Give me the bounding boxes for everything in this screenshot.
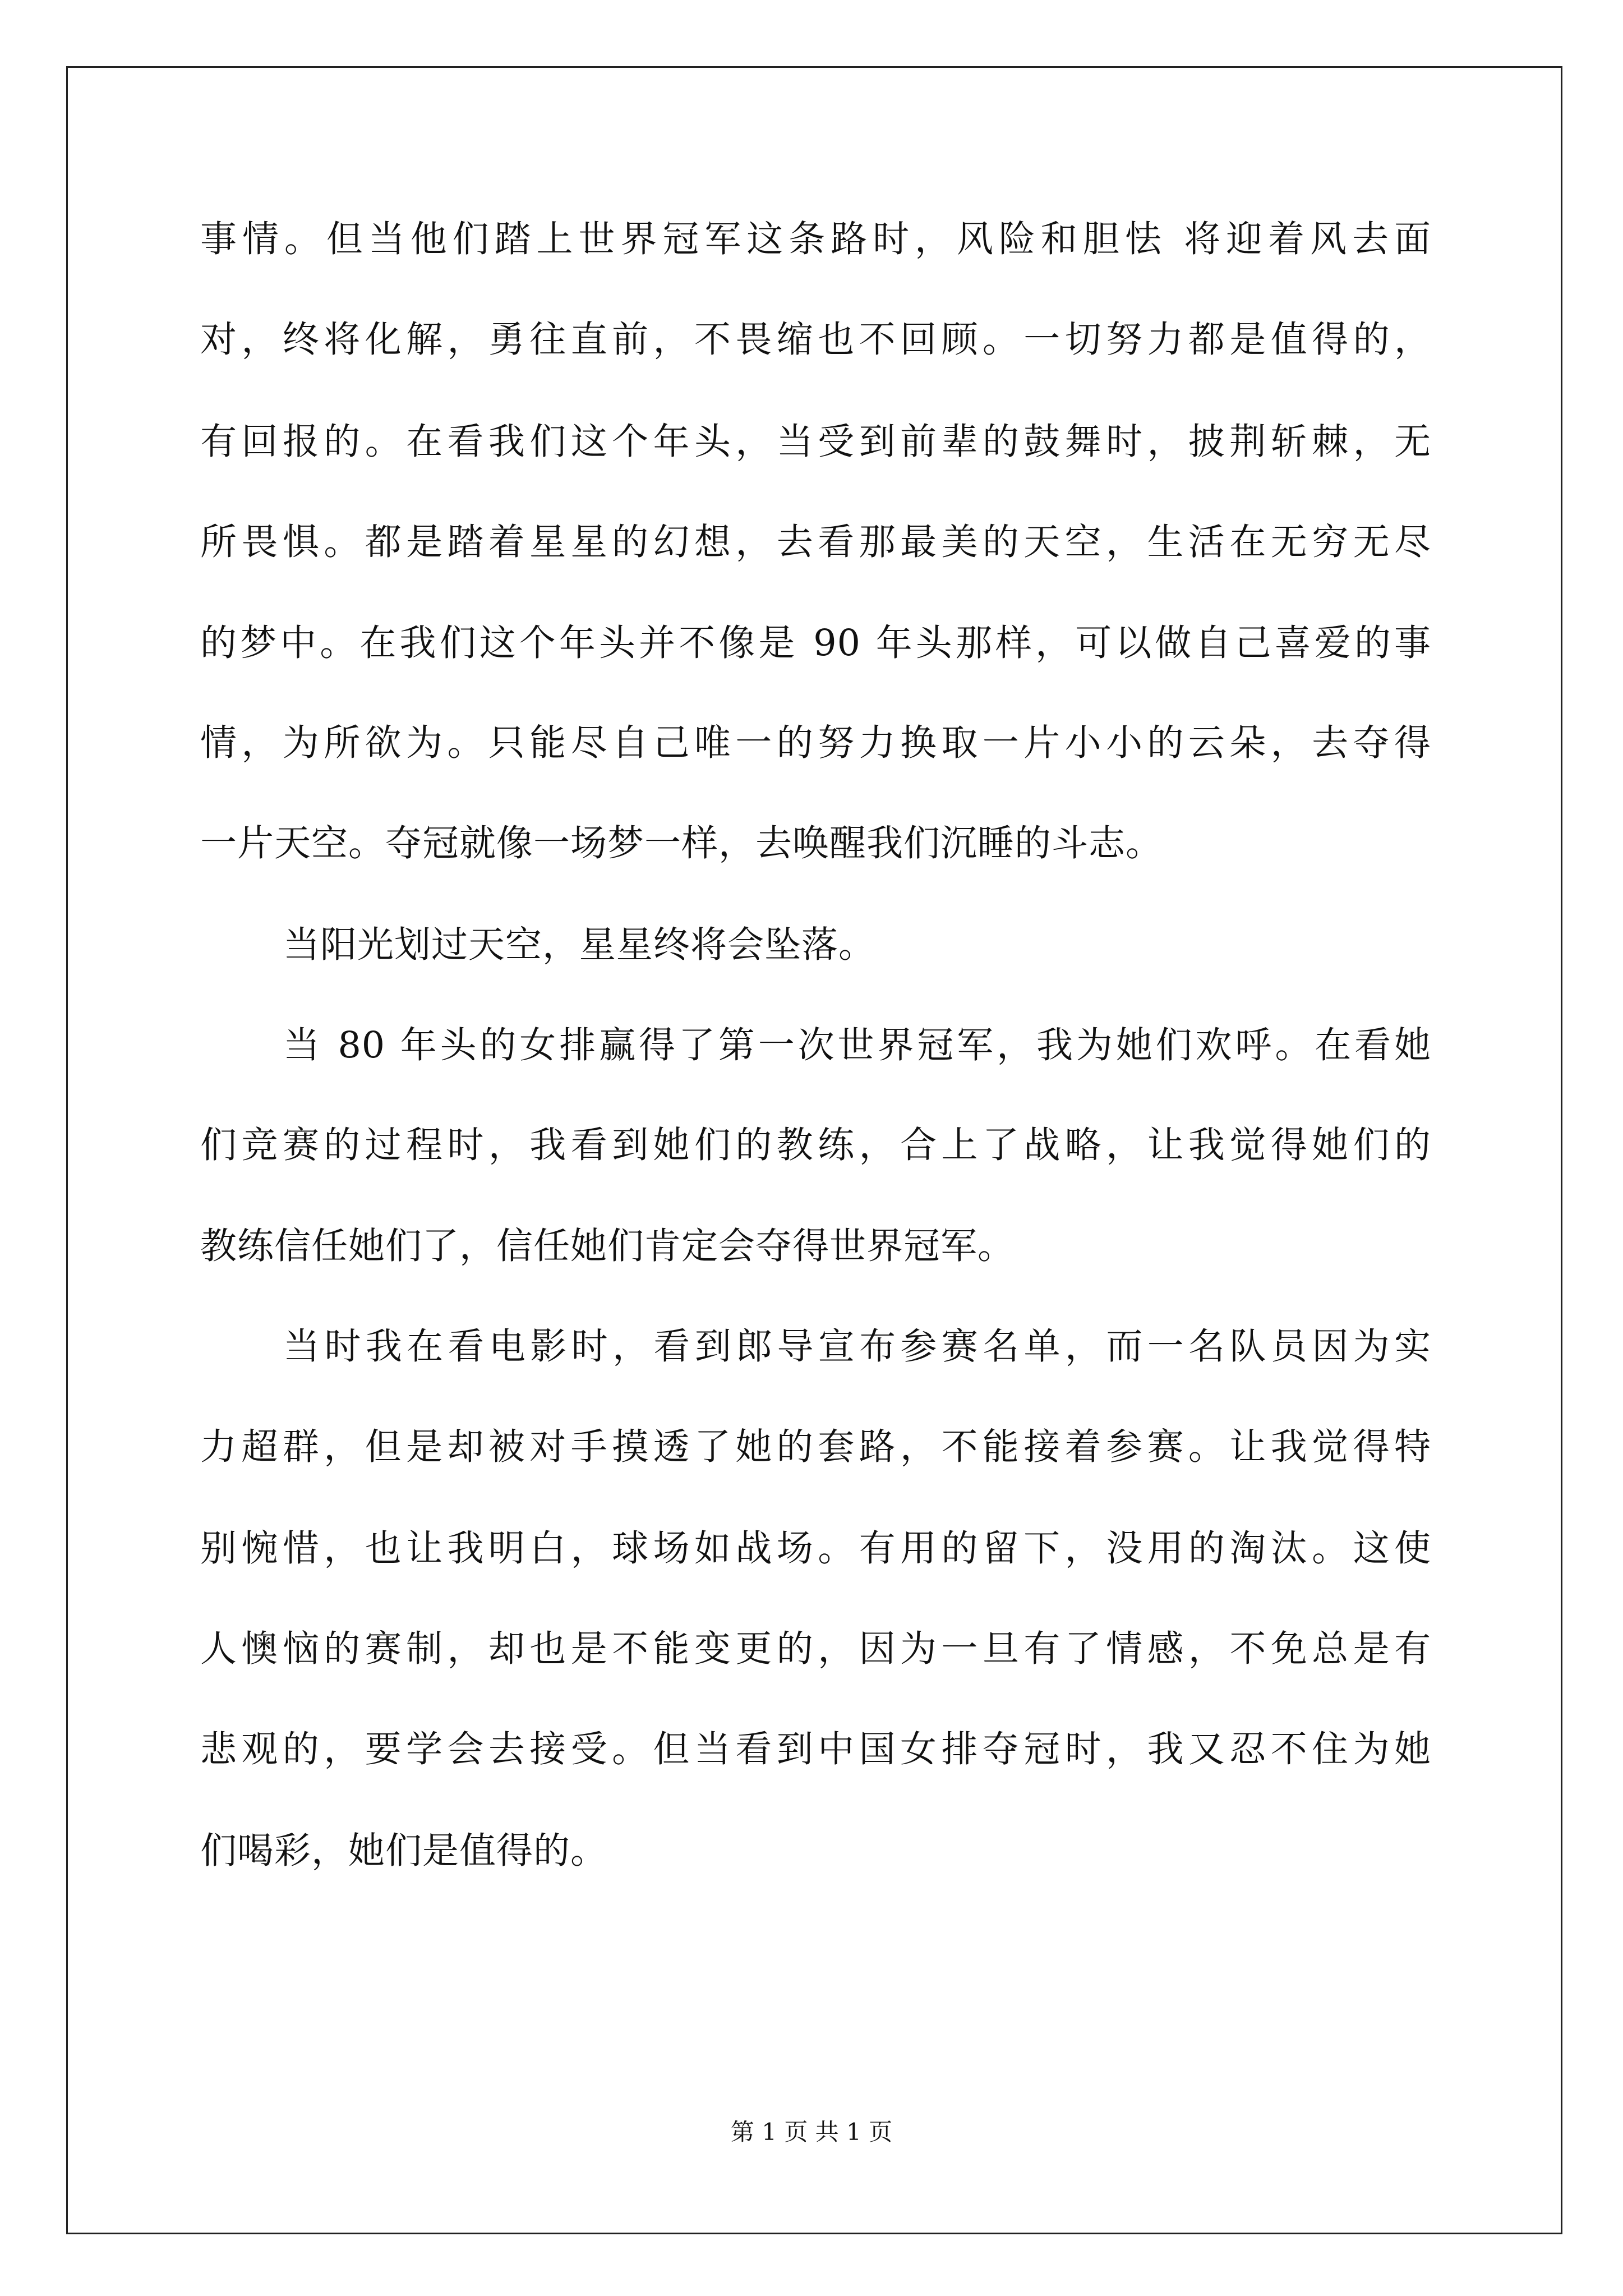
- text-line: 们喝彩，她们是值得的。: [200, 1830, 608, 1872]
- text-line: 人懊恼的赛制，却也是不能变更的，因为一旦有了情感，不免总是有: [200, 1628, 1431, 1670]
- text-line: 悲观的，要学会去接受。但当看到中国女排夺冠时，我又忍不住为她: [200, 1728, 1431, 1770]
- text-line: 力超群，但是却被对手摸透了她的套路，不能接着参赛。让我觉得特: [200, 1426, 1431, 1468]
- paragraph-line: 当 80 年头的女排赢得了第一次世界冠军，我为她们欢呼。在看她: [283, 1024, 1431, 1066]
- text-line: 的梦中。在我们这个年头并不像是 90 年头那样，可以做自己喜爱的事: [200, 622, 1431, 664]
- text-line: 对，终将化解，勇往直前，不畏缩也不回顾。一切努力都是值得的，: [200, 319, 1431, 361]
- text-line: 教练信任她们了，信任她们肯定会夺得世界冠军。: [200, 1225, 1015, 1267]
- text-line: 所畏惧。都是踏着星星的幻想，去看那最美的天空，生活在无穷无尽: [200, 521, 1431, 563]
- text-line: 们竞赛的过程时，我看到她们的教练，合上了战略，让我觉得她们的: [200, 1124, 1431, 1166]
- page-footer: 第 1 页 共 1 页: [730, 2118, 893, 2146]
- text-line: 有回报的。在看我们这个年头，当受到前辈的鼓舞时，披荆斩棘，无: [200, 421, 1431, 463]
- paragraph-line: 当时我在看电影时，看到郎导宣布参赛名单，而一名队员因为实: [283, 1326, 1431, 1368]
- text-line: 事情。但当他们踏上世界冠军这条路时，风险和胆怯 将迎着风去面: [200, 218, 1431, 260]
- text-line: 别惋惜，也让我明白，球场如战场。有用的留下，没用的淘汰。这使: [200, 1527, 1431, 1570]
- text-line: 一片天空。夺冠就像一场梦一样，去唤醒我们沉睡的斗志。: [200, 822, 1163, 864]
- text-line: 情，为所欲为。只能尽自己唯一的努力换取一片小小的云朵，去夺得: [200, 722, 1431, 764]
- paragraph-line: 当阳光划过天空，星星终将会坠落。: [283, 924, 876, 966]
